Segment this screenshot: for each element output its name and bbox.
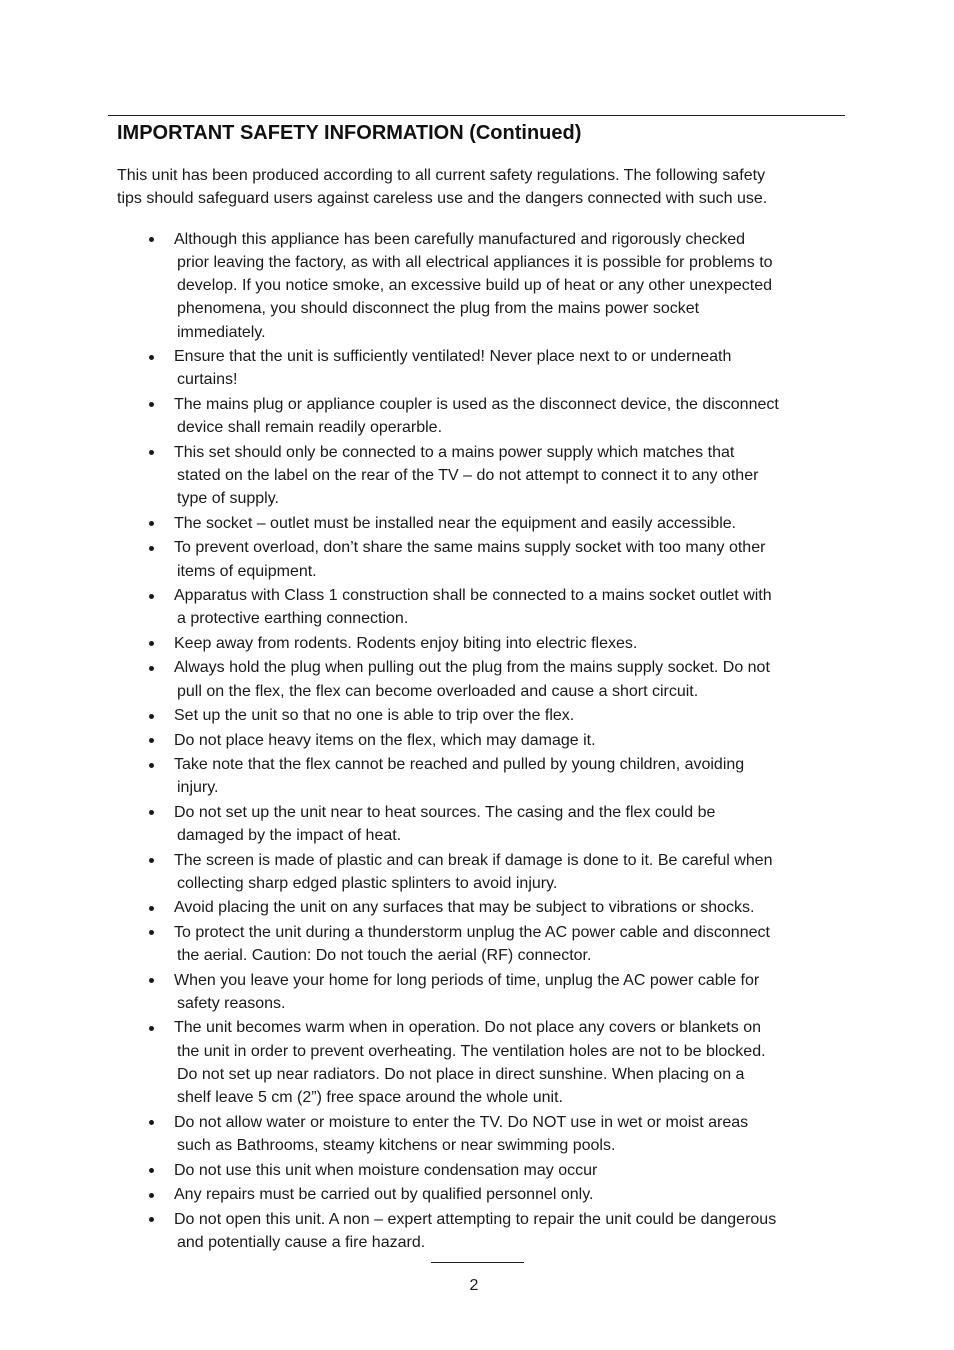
safety-tip-line: To prevent overload, don’t share the same mains supply socket with too many other [174, 539, 766, 557]
safety-tip-line: Set up the unit so that no one is able to trip over the flex. [174, 707, 575, 725]
safety-tip-line: Although this appliance has been carefully manufactured and rigorously checked [174, 230, 746, 248]
safety-tip-line: Do not open this unit. A non – expert attempting to repair the unit could be dangerous [174, 1210, 777, 1228]
safety-tip-line: such as Bathrooms, steamy kitchens or near swimming pools. [177, 1137, 616, 1155]
intro-paragraph [117, 164, 767, 210]
safety-tips-list [0, 228, 954, 1256]
bullet-icon [149, 1217, 154, 1222]
intro-line: tips should safeguard users against careless use and the dangers connected with such use. [117, 190, 768, 207]
safety-tip-line: stated on the label on the rear of the TV – do not attempt to connect it to any other [177, 467, 759, 485]
safety-tip-line: prior leaving the factory, as with all electrical appliances it is possible for problems to [177, 253, 773, 271]
safety-tip-line: Ensure that the unit is sufficiently ventilated! Never place next to or underneath [174, 348, 732, 366]
safety-tip-text [174, 512, 954, 535]
safety-tip-text [174, 441, 954, 511]
safety-tip [0, 801, 954, 848]
safety-tip-line: immediately. [177, 323, 266, 341]
bullet-icon [149, 810, 154, 815]
safety-tip-text [174, 921, 954, 968]
footer-rule [431, 1262, 524, 1263]
bullet-icon [149, 237, 154, 242]
safety-tip-line: When you leave your home for long periods of time, unplug the AC power cable for [174, 971, 760, 989]
bullet-icon [149, 402, 154, 407]
bullet-icon [149, 594, 154, 599]
safety-tip-text [174, 849, 954, 896]
bullet-icon [149, 906, 154, 911]
safety-tip [0, 969, 954, 1016]
safety-tip [0, 656, 954, 703]
safety-tip [0, 345, 954, 392]
intro-line: This unit has been produced according to all current safety regulations. The following safety [117, 167, 766, 184]
safety-tip [0, 1016, 954, 1109]
safety-tip-line: phenomena, you should disconnect the plug from the mains power socket [177, 300, 700, 318]
bullet-icon [149, 1168, 154, 1173]
safety-tip [0, 584, 954, 631]
safety-tip-line: develop. If you notice smoke, an excessive build up of heat or any other unexpected [177, 277, 773, 295]
bullet-icon [149, 978, 154, 983]
safety-tip [0, 536, 954, 583]
safety-tip-text [174, 729, 954, 752]
safety-tip-line: type of supply. [177, 490, 279, 508]
safety-tip-line: a protective earthing connection. [177, 610, 409, 628]
bullet-icon [149, 930, 154, 935]
safety-tip-text [174, 1159, 954, 1182]
safety-tip-line: Take note that the flex cannot be reached and pulled by young children, avoiding [174, 756, 745, 774]
safety-tip-line: shelf leave 5 cm (2”) free space around the whole unit. [177, 1089, 563, 1107]
safety-tip-text [174, 228, 954, 344]
bullet-icon [149, 738, 154, 743]
safety-tip-text [174, 393, 954, 440]
safety-tip-text [174, 969, 954, 1016]
safety-tip-text [174, 1111, 954, 1158]
safety-tip [0, 441, 954, 511]
safety-tip-line: Do not set up near radiators. Do not place in direct sunshine. When placing on a [177, 1066, 745, 1084]
safety-tip-line: the aerial. Caution: Do not touch the aerial (RF) connector. [177, 947, 592, 965]
safety-tip-line: Any repairs must be carried out by qualified personnel only. [174, 1186, 594, 1204]
safety-tip-line: pull on the flex, the flex can become overloaded and cause a short circuit. [177, 682, 699, 700]
bullet-icon [149, 714, 154, 719]
safety-tip-text [174, 536, 954, 583]
safety-tip-line: Do not use this unit when moisture condensation may occur [174, 1161, 598, 1179]
safety-tip-line: items of equipment. [177, 562, 317, 580]
safety-tip [0, 1159, 954, 1182]
safety-tip-text [174, 632, 954, 655]
safety-tip-text [174, 656, 954, 703]
bullet-icon [149, 666, 154, 671]
page-number: 2 [469, 1277, 479, 1294]
safety-tip-line: safety reasons. [177, 995, 286, 1012]
bullet-icon [149, 1120, 154, 1125]
safety-tip-line: and potentially cause a fire hazard. [177, 1233, 426, 1251]
safety-tip-line: Do not allow water or moisture to enter the TV. Do NOT use in wet or moist areas [174, 1113, 749, 1131]
safety-tip-text [174, 704, 954, 727]
safety-tip-line: collecting sharp edged plastic splinters to avoid injury. [177, 874, 558, 892]
safety-tip-text [174, 1208, 954, 1255]
safety-tip-line: curtains! [177, 371, 238, 389]
safety-tip-line: Do not set up the unit near to heat sources. The casing and the flex could be [174, 803, 716, 821]
safety-tip-text [174, 753, 954, 800]
safety-tip-text [174, 584, 954, 631]
safety-tip-line: The screen is made of plastic and can break if damage is done to it. Be careful when [174, 851, 773, 869]
safety-tip-line: damaged by the impact of heat. [177, 827, 402, 845]
safety-tip-line: To protect the unit during a thunderstorm unplug the AC power cable and disconnect [174, 923, 770, 941]
safety-tip [0, 753, 954, 800]
bullet-icon [149, 450, 154, 455]
safety-tip-text [174, 1183, 954, 1206]
bullet-icon [149, 763, 154, 768]
safety-tip [0, 849, 954, 896]
safety-tip-line: Apparatus with Class 1 construction shall be connected to a mains socket outlet with [174, 587, 772, 605]
bullet-icon [149, 1193, 154, 1198]
safety-tip-line: device shall remain readily operarble. [177, 419, 443, 437]
safety-tip [0, 632, 954, 655]
safety-tip [0, 896, 954, 919]
safety-tip [0, 729, 954, 752]
safety-tip-line: Keep away from rodents. Rodents enjoy biting into electric flexes. [174, 634, 638, 652]
safety-tip-line: the unit in order to prevent overheating. The ventilation holes are not to be blocked. [177, 1042, 766, 1060]
safety-tip [0, 704, 954, 727]
safety-tip-line: The unit becomes warm when in operation. Do not place any covers or blankets on [174, 1019, 761, 1037]
safety-tip-line: The socket – outlet must be installed near the equipment and easily accessible. [174, 514, 737, 532]
bullet-icon [149, 1026, 154, 1031]
bullet-icon [149, 546, 154, 551]
safety-tip [0, 228, 954, 344]
safety-tip [0, 512, 954, 535]
safety-tip-line: The mains plug or appliance coupler is used as the disconnect device, the disconnect [174, 395, 779, 413]
bullet-icon [149, 641, 154, 646]
header-rule [108, 115, 845, 116]
bullet-icon [149, 858, 154, 863]
safety-tip-line: Always hold the plug when pulling out the plug from the mains supply socket. Do not [174, 659, 770, 677]
safety-tip-text [174, 801, 954, 848]
safety-tip-line: This set should only be connected to a mains power supply which matches that [174, 443, 735, 461]
safety-tip [0, 1208, 954, 1255]
bullet-icon [149, 355, 154, 360]
safety-tip-line: Do not place heavy items on the flex, which may damage it. [174, 731, 596, 749]
bullet-icon [149, 521, 154, 526]
safety-tip-text [174, 1016, 954, 1109]
safety-tip [0, 1183, 954, 1206]
safety-tip-line: injury. [177, 779, 219, 797]
safety-tip-text [174, 896, 954, 919]
page-title: IMPORTANT SAFETY INFORMATION (Continued) [117, 122, 582, 144]
safety-tip [0, 921, 954, 968]
safety-tip-line: Avoid placing the unit on any surfaces that may be subject to vibrations or shocks. [174, 899, 755, 917]
safety-tip [0, 393, 954, 440]
safety-tip [0, 1111, 954, 1158]
safety-tip-text [174, 345, 954, 392]
